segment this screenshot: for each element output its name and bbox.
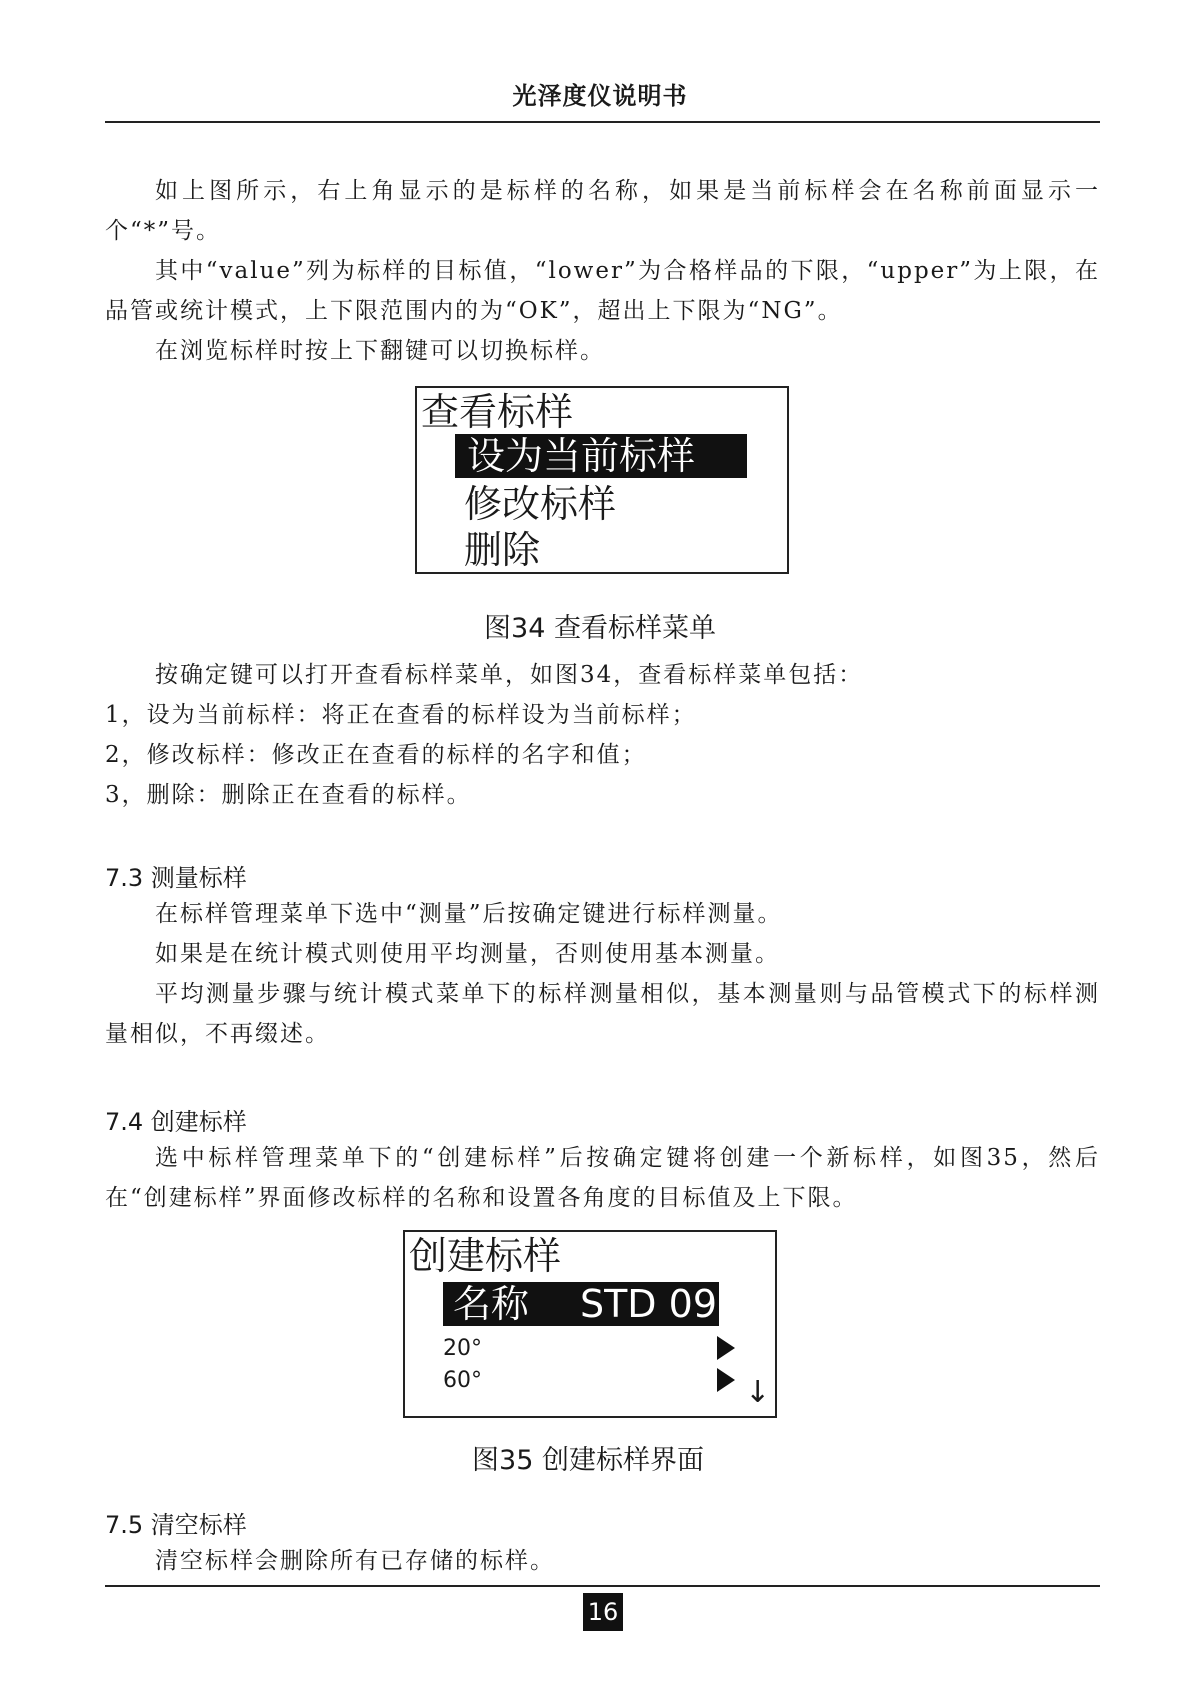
menu-intro-paragraph: 按确定键可以打开查看标样菜单，如图34，查看标样菜单包括：: [155, 662, 864, 688]
page-header-title: 光泽度仪说明书: [512, 82, 688, 110]
header-rule: [105, 121, 1100, 123]
section-7-3-paragraph-3: 平均测量步骤与统计模式菜单下的标样测量相似，基本测量则与品管模式下的标样测量相似，不再缀述。: [105, 981, 1100, 1047]
triangle-right-icon: [717, 1336, 735, 1360]
screen-title: 创建标样: [409, 1234, 562, 1278]
triangle-right-icon: [717, 1368, 735, 1392]
page-number: 16: [583, 1593, 623, 1631]
figure-35-caption: 图35 创建标样界面: [472, 1445, 704, 1476]
name-row-selected: [443, 1282, 719, 1326]
section-7-3-paragraph-2: 如果是在统计模式则使用平均测量，否则使用基本测量。: [155, 941, 780, 967]
list-item: 2，修改标样：修改正在查看的标样的名字和值；: [105, 742, 647, 768]
angle-row-20: 20°: [443, 1336, 482, 1361]
section-7-4-paragraph-1: 选中标样管理菜单下的“创建标样”后按确定键将创建一个新标样，如图35，然后在“创建标样”界面修改标样的名称和设置各角度的目标值及上下限。: [105, 1145, 1100, 1211]
footer-rule: [105, 1585, 1100, 1587]
intro-paragraph-3: 在浏览标样时按上下翻键可以切换标样。: [155, 338, 605, 364]
section-7-3-paragraph-1: 在标样管理菜单下选中“测量”后按确定键进行标样测量。: [155, 901, 783, 927]
section-7-5-heading: 7.5 清空标样: [105, 1511, 247, 1539]
down-arrow-icon: ↓: [745, 1375, 771, 1410]
menu-item-delete: 删除: [464, 528, 541, 572]
name-label: 名称: [453, 1282, 530, 1326]
menu-item-edit: 修改标样: [464, 482, 617, 526]
intro-paragraph-2: 其中“value”列为标样的目标值，“lower”为合格样品的下限，“upper”为上限，在品管或统计模式，上下限范围内的为“OK”，超出上下限为“NG”。: [105, 258, 1100, 324]
section-7-4-heading: 7.4 创建标样: [105, 1108, 247, 1136]
menu-description-list: [105, 695, 1100, 815]
list-item: 1，设为当前标样：将正在查看的标样设为当前标样；: [105, 702, 697, 728]
figure-34-screen: [415, 386, 789, 574]
section-7-3-heading: 7.3 测量标样: [105, 864, 247, 892]
intro-paragraph-1: 如上图所示，右上角显示的是标样的名称，如果是当前标样会在名称前面显示一个“*”号。: [105, 178, 1100, 244]
figure-35-screen: [403, 1230, 777, 1418]
angle-row-60: 60°: [443, 1368, 482, 1393]
section-7-5-paragraph-1: 清空标样会删除所有已存储的标样。: [155, 1548, 555, 1574]
menu-item-set-current: 设为当前标样: [455, 434, 747, 478]
figure-34-caption: 图34 查看标样菜单: [484, 613, 716, 644]
screen-title: 查看标样: [421, 390, 574, 434]
list-item: 3，删除：删除正在查看的标样。: [105, 782, 472, 808]
name-value: STD 09: [579, 1282, 717, 1326]
